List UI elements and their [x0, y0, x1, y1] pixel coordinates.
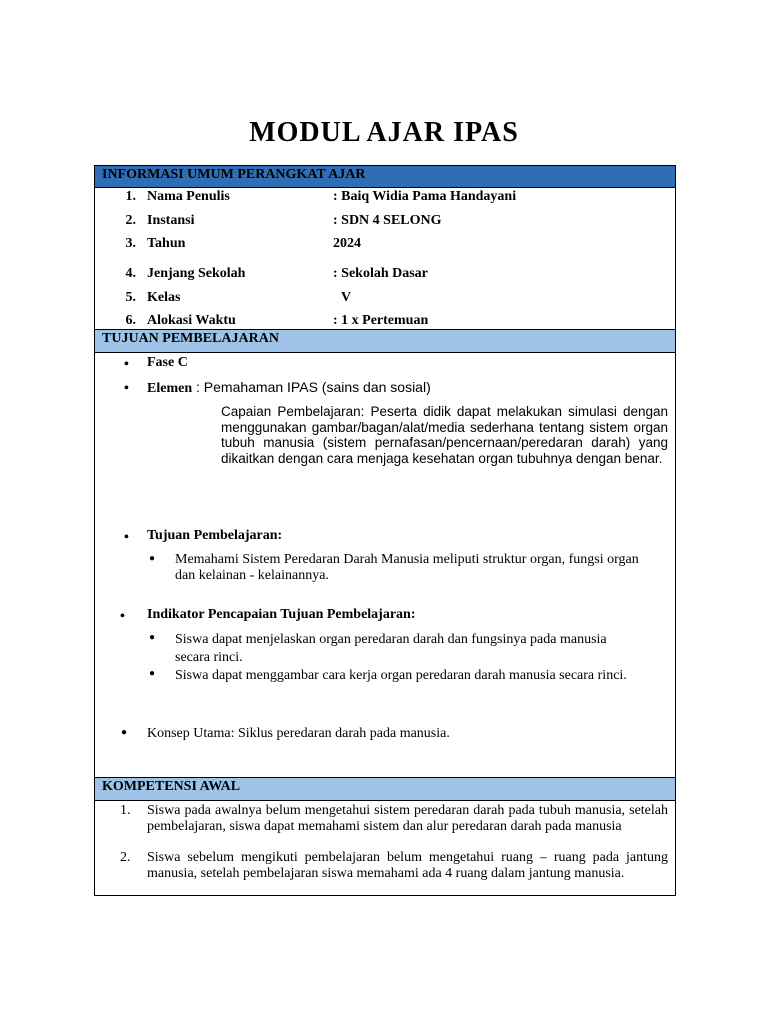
fase-label: Fase C — [147, 355, 188, 370]
elemen-value: : Pemahaman IPAS (sains dan sosial) — [192, 379, 431, 395]
tujuan-label: Tujuan Pembelajaran: — [147, 528, 283, 543]
row-value: 2024 — [333, 236, 361, 251]
konsep-utama: Konsep Utama: Siklus peredaran darah pada manusia. — [147, 726, 450, 741]
row-value: : Sekolah Dasar — [333, 266, 428, 281]
section-header-tujuan: TUJUAN PEMBELAJARAN — [95, 330, 675, 353]
section-header-kompetensi: KOMPETENSI AWAL — [95, 778, 675, 801]
row-label: Tahun — [147, 236, 186, 251]
row-value: V — [341, 290, 352, 305]
bullet-icon: • — [124, 530, 129, 545]
row-label: Nama Penulis — [147, 189, 230, 204]
row-value: : 1 x Pertemuan — [333, 313, 429, 328]
indikator-item: Siswa dapat menggambar cara kerja organ peredaran darah manusia secara rinci. — [175, 668, 627, 683]
elemen-label: Elemen — [147, 381, 193, 396]
row-number: 3. — [125, 236, 136, 251]
section-header-informasi: INFORMASI UMUM PERANGKAT AJAR — [95, 166, 675, 188]
indikator-label: Indikator Pencapaian Tujuan Pembelajaran: — [147, 607, 416, 622]
kompetensi-item: Siswa sebelum mengikuti pembelajaran belum mengetahui ruang – ruang pada jantung manusia, setelah pembelajaran siswa memahami ada 4 ruang dalam jantung manusia. — [147, 850, 668, 881]
row-number: 4. — [125, 266, 136, 281]
item-number: 1. — [120, 803, 131, 818]
row-number: 1. — [125, 189, 136, 204]
row-label: Instansi — [147, 213, 195, 228]
elemen-line — [147, 379, 431, 397]
bullet-icon: • — [124, 357, 129, 372]
row-value: : Baiq Widia Pama Handayani — [333, 189, 517, 204]
bullet-icon: ● — [121, 727, 128, 738]
capaian-paragraph: Capaian Pembelajaran: Peserta didik dapat melakukan simulasi dengan menggunakan gambar/bagan/alat/media sederhana tentang sistem organ tubuh manusia (sistem pernafasan/pencernaan/peredaran darah) yang dikaitkan dengan cara menjaga kesehatan organ tubuhnya dengan benar. — [221, 404, 668, 466]
row-number: 2. — [125, 213, 136, 228]
bullet-icon: ● — [149, 668, 156, 679]
tujuan-item: Memahami Sistem Peredaran Darah Manusia meliputi struktur organ, fungsi organ dan kelainan - kelainannya. — [175, 552, 639, 583]
bullet-icon: • — [120, 609, 125, 624]
indikator-item: Siswa dapat menjelaskan organ peredaran darah dan fungsinya pada manusia secara rinci. — [175, 632, 607, 665]
item-number: 2. — [120, 850, 131, 865]
row-number: 6. — [125, 313, 136, 328]
bullet-icon: • — [124, 381, 129, 396]
row-label: Kelas — [147, 290, 181, 305]
row-label: Jenjang Sekolah — [147, 266, 246, 281]
row-value: : SDN 4 SELONG — [333, 213, 442, 228]
row-label: Alokasi Waktu — [147, 313, 236, 328]
bullet-icon: ● — [149, 632, 156, 643]
row-number: 5. — [125, 290, 136, 305]
bullet-icon: ● — [149, 553, 156, 564]
kompetensi-item: Siswa pada awalnya belum mengetahui sistem peredaran darah pada tubuh manusia, setelah pembelajaran, siswa dapat memahami sistem dan alur peredaran darah pada manusia — [147, 803, 668, 834]
document-title: MODUL AJAR IPAS — [249, 117, 519, 148]
